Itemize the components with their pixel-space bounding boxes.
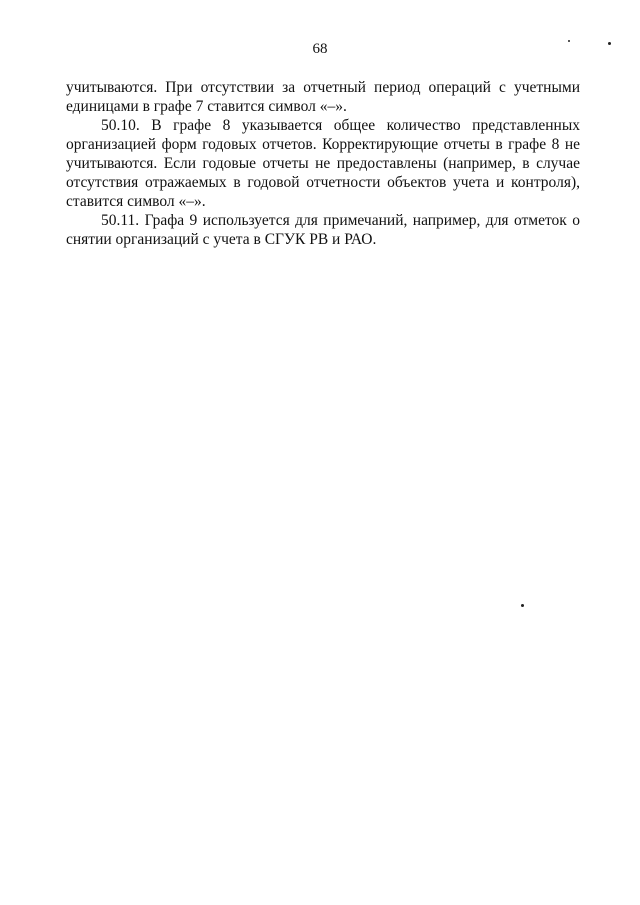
scan-speck (521, 604, 524, 607)
paragraph-continuation: учитываются. При отсутствии за отчетный период операций с учетными единицами в графе 7 ставится символ «–». (66, 79, 580, 115)
scan-speck (608, 42, 611, 45)
page-number: 68 (312, 41, 328, 57)
paragraph-50-10: 50.10. В графе 8 указывается общее количество представленных организацией форм годовых отчетов. Корректирующие отчеты в графе 8 не учитываются. Если годовые отчеты не предоставлены (например, в случае отсутствия отражаемых в годовой отчетности объектов учета и контроля), ставится символ «–». (66, 117, 580, 210)
scan-speck (568, 40, 570, 42)
paragraph-50-11: 50.11. Графа 9 используется для примечаний, например, для отметок о снятии организаций с учета в СГУК РВ и РАО. (66, 212, 580, 248)
body-text (66, 78, 580, 249)
